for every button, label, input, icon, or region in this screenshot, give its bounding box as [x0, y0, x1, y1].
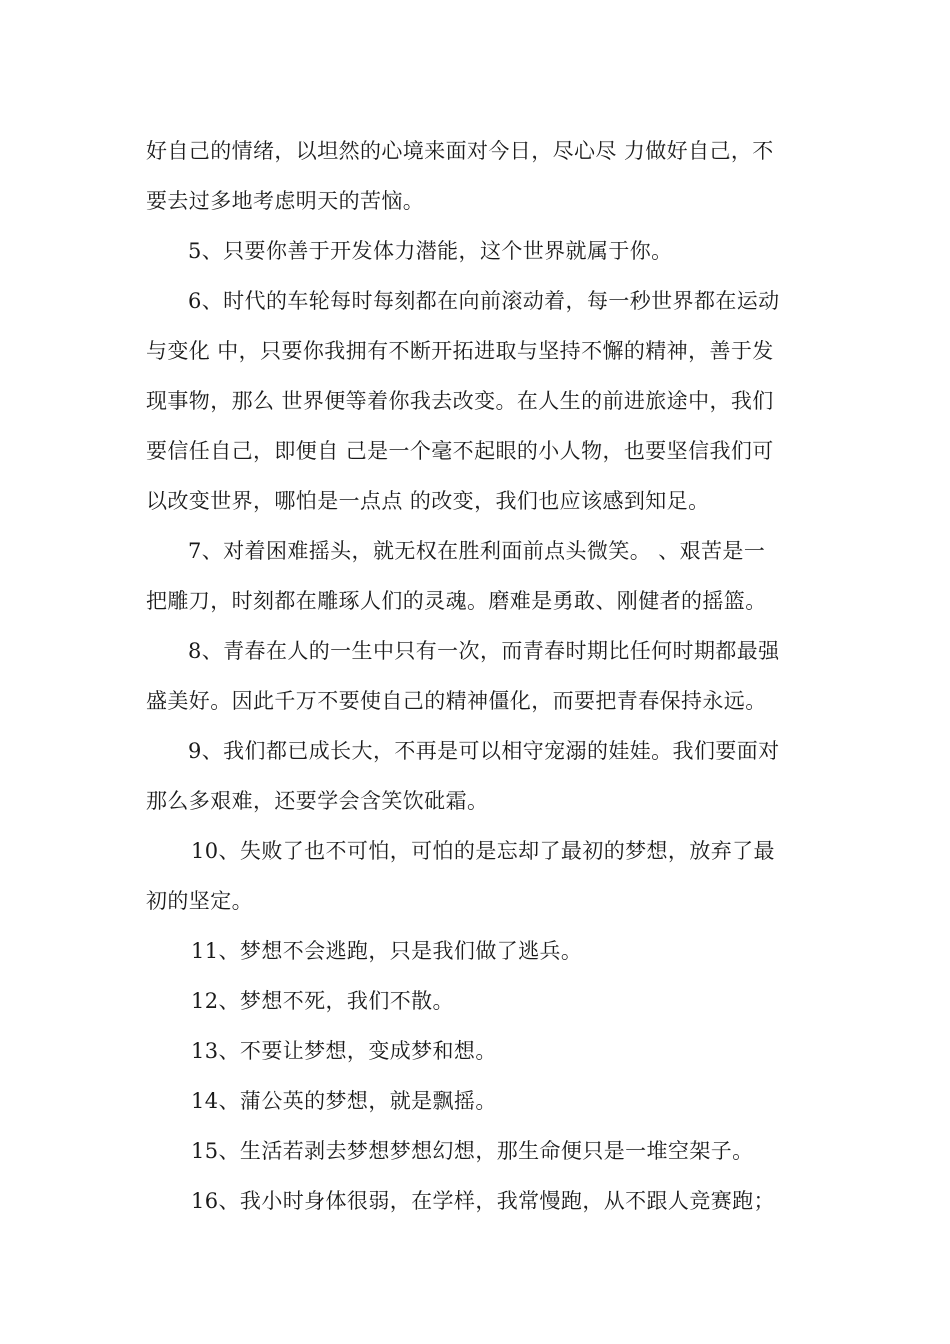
text-line: 6、时代的车轮每时每刻都在向前滚动着，每一秒世界都在运动	[188, 289, 780, 313]
text-line: 13、不要让梦想，变成梦和想。	[191, 1039, 497, 1063]
text-line: 与变化 中，只要你我拥有不断开拓进取与坚持不懈的精神，善于发	[146, 339, 774, 363]
text-line: 12、梦想不死，我们不散。	[191, 989, 454, 1013]
text-line: 9、我们都已成长大，不再是可以相守宠溺的娃娃。我们要面对	[188, 739, 780, 763]
paragraph-item-15	[146, 1126, 806, 1176]
text-line: 要去过多地考虑明天的苦恼。	[146, 189, 425, 213]
text-line: 5、只要你善于开发体力潜能，这个世界就属于你。	[188, 239, 673, 263]
text-line: 以改变世界，哪怕是一点点 的改变，我们也应该感到知足。	[146, 489, 710, 513]
paragraph-item-14	[146, 1076, 806, 1126]
document-body	[146, 126, 806, 1226]
text-line: 那么多艰难，还要学会含笑饮砒霜。	[146, 789, 489, 813]
text-line: 10、失败了也不可怕，可怕的是忘却了最初的梦想，放弃了最	[191, 839, 775, 863]
text-line: 8、青春在人的一生中只有一次，而青春时期比任何时期都最强	[188, 639, 780, 663]
paragraph-item-13	[146, 1026, 806, 1076]
text-line: 11、梦想不会逃跑，只是我们做了逃兵。	[191, 939, 583, 963]
text-line: 15、生活若剥去梦想梦想幻想，那生命便只是一堆空架子。	[191, 1139, 754, 1163]
text-line: 现事物，那么 世界便等着你我去改变。在人生的前进旅途中，我们	[146, 389, 774, 413]
paragraph-item-7	[146, 526, 806, 626]
text-line: 14、蒲公英的梦想，就是飘摇。	[191, 1089, 497, 1113]
paragraph-item-6	[146, 276, 806, 526]
text-line: 初的坚定。	[146, 889, 253, 913]
paragraph-item-5	[146, 226, 806, 276]
paragraph-item-10	[146, 826, 806, 926]
paragraph-item-12	[146, 976, 806, 1026]
paragraph-item-11	[146, 926, 806, 976]
paragraph-item-16	[146, 1176, 806, 1226]
text-line: 7、对着困难摇头，就无权在胜利面前点头微笑。 、艰苦是一	[188, 539, 766, 563]
text-line: 好自己的情绪，以坦然的心境来面对今日，尽心尽 力做好自己，不	[146, 139, 774, 163]
text-line: 要信任自己，即便自 己是一个毫不起眼的小人物，也要坚信我们可	[146, 439, 774, 463]
paragraph-item-8	[146, 626, 806, 726]
paragraph-item-9	[146, 726, 806, 826]
text-line: 盛美好。因此千万不要使自己的精神僵化，而要把青春保持永远。	[146, 689, 767, 713]
text-line: 16、我小时身体很弱，在学样，我常慢跑，从不跟人竞赛跑；	[191, 1189, 775, 1213]
paragraph-continuation	[146, 126, 806, 226]
text-line: 把雕刀，时刻都在雕琢人们的灵魂。磨难是勇敢、刚健者的摇篮。	[146, 589, 767, 613]
